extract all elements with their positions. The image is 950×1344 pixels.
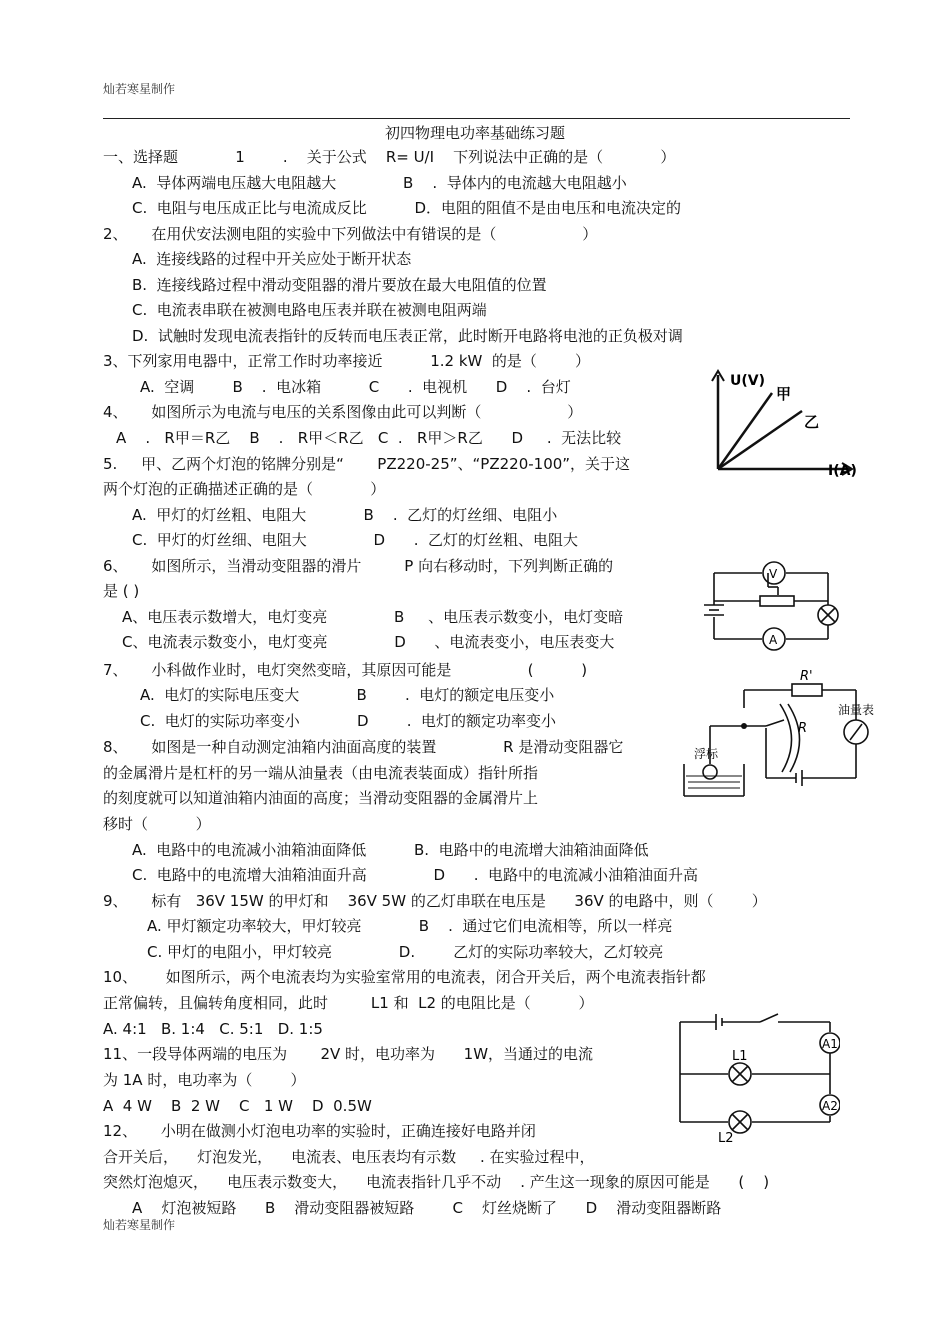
q4-stem: 4、 如图所示为电流与电压的关系图像由此可以判断（ ） [103,403,583,421]
q8-resistor-label: R' [800,669,813,684]
q3-options: A. 空调 B . 电冰箱 C . 电视机 D . 台灯 [140,378,571,396]
q6-ammeter-label: A [769,633,778,647]
q8-stem-4: 移时（ ） [103,815,211,833]
q10-a2-label: A2 [822,1099,838,1113]
q8-options-ab: A. 电路中的电流减小油箱油面降低 B. 电路中的电流增大油箱油面降低 [132,841,649,859]
q2-option-c: C. 电流表串联在被测电路电压表并联在被测电阻两端 [132,301,487,319]
q10-l2-label: L2 [718,1131,734,1145]
q10-circuit-diagram [670,1010,840,1145]
q5-stem-2: 两个灯泡的正确描述正确的是（ ） [103,480,386,498]
q11-options: A 4 W B 2 W C 1 W D 0.5W [103,1097,372,1115]
q10-stem-1: 10、 如图所示，两个电流表均为实验室常用的电流表，闭合开关后，两个电流表指针都 [103,968,706,986]
q7-stem: 7、 小科做作业时，电灯突然变暗，其原因可能是 ( ) [103,661,588,679]
q2-option-b: B. 连接线路过程中滑动变阻器的滑片要放在最大电阻值的位置 [132,276,547,294]
q5-options-ab: A. 甲灯的灯丝粗、电阻大 B . 乙灯的灯丝细、电阻小 [132,506,558,524]
q2-option-a: A. 连接线路的过程中开关应处于断开状态 [132,250,412,268]
q4-options: A . R甲＝R乙 B . R甲＜R乙 C . R甲＞R乙 D . 无法比较 [116,429,622,447]
q9-stem: 9、 标有 36V 15W 的甲灯和 36V 5W 的乙灯串联在电压是 36V 的电路中，则（ ） [103,892,767,910]
page-header: 灿若寒星制作 [103,82,176,96]
q10-l1-label: L1 [732,1049,748,1064]
q6-options-cd: C、电流表示数变小，电灯变亮 D 、电流表变小，电压表变大 [122,633,615,651]
page-footer: 灿若寒星制作 [103,1218,176,1232]
q4-y-axis-label: U(V) [730,373,765,389]
q6-options-ab: A、电压表示数增大，电灯变亮 B 、电压表示数变小，电灯变暗 [122,608,624,626]
q5-stem-1: 5. 甲、乙两个灯泡的铭牌分别是“ PZ220-25”、“PZ220-100”，关于这 [103,455,631,473]
q8-fuel-gauge-diagram [680,668,890,828]
q4-line-a-label: 甲 [776,385,792,403]
q8-float-label: 浮标 [694,747,719,761]
q7-options-cd: C. 电灯的实际功率变小 D . 电灯的额定功率变小 [140,712,556,730]
q1-stem: 一、选择题 1 . 关于公式 R= U/I 下列说法中正确的是（ ） [103,148,676,166]
q7-options-ab: A. 电灯的实际电压变大 B . 电灯的额定电压变小 [140,686,555,704]
q9-options-cd: C. 甲灯的电阻小，甲灯较亮 D. 乙灯的实际功率较大，乙灯较亮 [147,943,664,961]
q5-options-cd: C. 甲灯的灯丝细、电阻大 D . 乙灯的灯丝粗、电阻大 [132,531,578,549]
q6-voltmeter-label: V [769,567,778,581]
q11-stem-1: 11、一段导体两端的电压为 2V 时，电功率为 1W，当通过的电流 [103,1045,594,1063]
q10-stem-2: 正常偏转，且偏转角度相同，此时 L1 和 L2 的电阻比是（ ） [103,994,594,1012]
q9-options-ab: A. 甲灯额定功率较大，甲灯较亮 B . 通过它们电流相等，所以一样亮 [147,917,673,935]
q4-ui-graph [700,365,870,480]
q4-line-b-label: 乙 [804,413,820,431]
q6-stem-2: 是 ( ) [103,582,140,600]
q12-options: A 灯泡被短路 B 滑动变阻器被短路 C 灯丝烧断了 D 滑动变阻器断路 [132,1199,722,1217]
q6-stem-1: 6、 如图所示，当滑动变阻器的滑片 P 向右移动时，下列判断正确的 [103,557,614,575]
q1-options-ab: A. 导体两端电压越大电阻越大 B . 导体内的电流越大电阻越小 [132,174,627,192]
q6-circuit-diagram [700,555,850,660]
q8-rheostat-label: R [798,721,808,736]
q12-stem-1: 12、 小明在做测小灯泡电功率的实验时，正确连接好电路并闭 [103,1122,536,1140]
q3-stem: 3、下列家用电器中，正常工作时功率接近 1.2 kW 的是（ ） [103,352,591,370]
q8-stem-1: 8、 如图是一种自动测定油箱内油面高度的装置 R 是滑动变阻器它 [103,738,624,756]
q8-meter-label: 油量表 [838,703,875,717]
page-title: 初四物理电功率基础练习题 [384,124,565,142]
q1-options-cd: C. 电阻与电压成正比与电流成反比 D．电阻的阻值不是由电压和电流决定的 [132,199,682,217]
q10-a1-label: A1 [822,1037,838,1051]
q2-option-d: D. 试触时发现电流表指针的反转而电压表正常，此时断开电路将电池的正负极对调 [132,327,683,345]
q8-stem-2: 的金属滑片是杠杆的另一端从油量表（由电流表装面成）指针所指 [103,764,539,782]
q4-x-axis-label: I(A) [828,463,857,479]
q11-stem-2: 为 1A 时，电功率为（ ） [103,1071,306,1089]
q10-options: A. 4:1 B. 1:4 C. 5:1 D. 1:5 [103,1020,323,1038]
q12-stem-3: 突然灯泡熄灭， 电压表示数变大， 电流表指针几乎不动 . 产生这一现象的原因可能是 ( ) [103,1173,770,1191]
q8-options-cd: C. 电路中的电流增大油箱油面升高 D . 电路中的电流减小油箱油面升高 [132,866,698,884]
q2-stem: 2、 在用伏安法测电阻的实验中下列做法中有错误的是（ ） [103,225,598,243]
q8-stem-3: 的刻度就可以知道油箱内油面的高度；当滑动变阻器的金属滑片上 [103,789,539,807]
header-rule [103,118,850,119]
q12-stem-2: 合开关后， 灯泡发光， 电流表、电压表均有示数 . 在实验过程中， [103,1148,595,1166]
